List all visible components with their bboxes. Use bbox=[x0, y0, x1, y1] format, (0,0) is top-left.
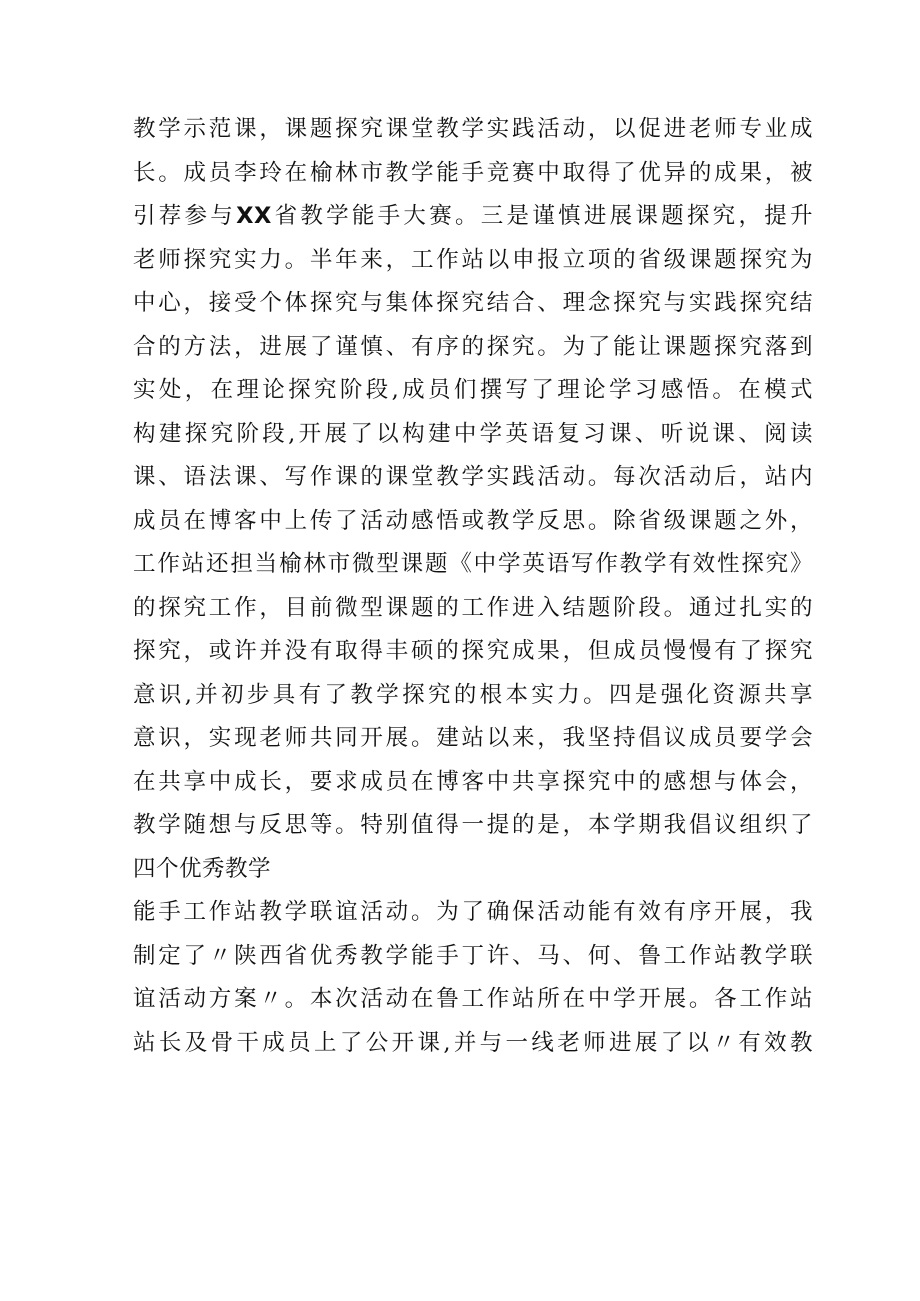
text-line: 探究，或许并没有取得丰硕的探究成果，但成员慢慢有了探究 bbox=[133, 638, 813, 664]
text-line: 的探究工作，目前微型课题的工作进入结题阶段。通过扎实的 bbox=[133, 594, 813, 621]
text-line: 在共享中成长，要求成员在博客中共享探究中的感想与体会， bbox=[133, 768, 813, 795]
text-line: 谊活动方案〃。本次活动在鲁工作站所在中学开展。各工作站 bbox=[133, 986, 813, 1012]
text-line: 工作站还担当榆林市微型课题《中学英语写作教学有效性探究》 bbox=[133, 551, 813, 577]
text-segment: 省教学能手大赛。三是谨慎进展课题探究，提升 bbox=[271, 203, 813, 229]
text-line: 中心，接受个体探究与集体探究结合、理念探究与实践探究结 bbox=[133, 290, 813, 316]
text-line: 成员在博客中上传了活动感悟或教学反思。除省级课题之外， bbox=[133, 507, 813, 534]
redacted-placeholder: XX bbox=[236, 203, 272, 229]
text-line: 实处，在理论探究阶段,成员们撰写了理论学习感悟。在模式 bbox=[133, 377, 813, 403]
text-line: 老师探究实力。半年来，工作站以申报立项的省级课题探究为 bbox=[133, 246, 813, 273]
text-line: 长。成员李玲在榆林市教学能手竞赛中取得了优异的成果，被 bbox=[133, 159, 813, 186]
text-line: 教学示范课，课题探究课堂教学实践活动，以促进老师专业成 bbox=[133, 116, 813, 142]
text-line: 课、语法课、写作课的课堂教学实践活动。每次活动后，站内 bbox=[133, 464, 813, 490]
text-line: 能手工作站教学联谊活动。为了确保活动能有效有序开展，我 bbox=[133, 899, 813, 925]
text-line bbox=[133, 195, 813, 239]
text-line: 意识,并初步具有了教学探究的根本实力。四是强化资源共享 bbox=[133, 681, 813, 708]
document-body bbox=[133, 108, 813, 1065]
text-line: 站长及骨干成员上了公开课,并与一线老师进展了以〃有效教 bbox=[133, 1029, 813, 1056]
text-line: 构建探究阶段,开展了以构建中学英语复习课、听说课、阅读 bbox=[133, 420, 813, 447]
text-line: 合的方法，进展了谨慎、有序的探究。为了能让课题探究落到 bbox=[133, 333, 813, 360]
text-segment: 引荐参与 bbox=[133, 203, 237, 229]
text-line: 四个优秀教学 bbox=[133, 855, 272, 882]
text-line: 意识，实现老师共同开展。建站以来，我坚持倡议成员要学会 bbox=[133, 725, 813, 751]
text-line: 教学随想与反思等。特别值得一提的是，本学期我倡议组织了 bbox=[133, 812, 813, 838]
text-line: 制定了〃陕西省优秀教学能手丁许、马、何、鲁工作站教学联 bbox=[133, 942, 813, 969]
